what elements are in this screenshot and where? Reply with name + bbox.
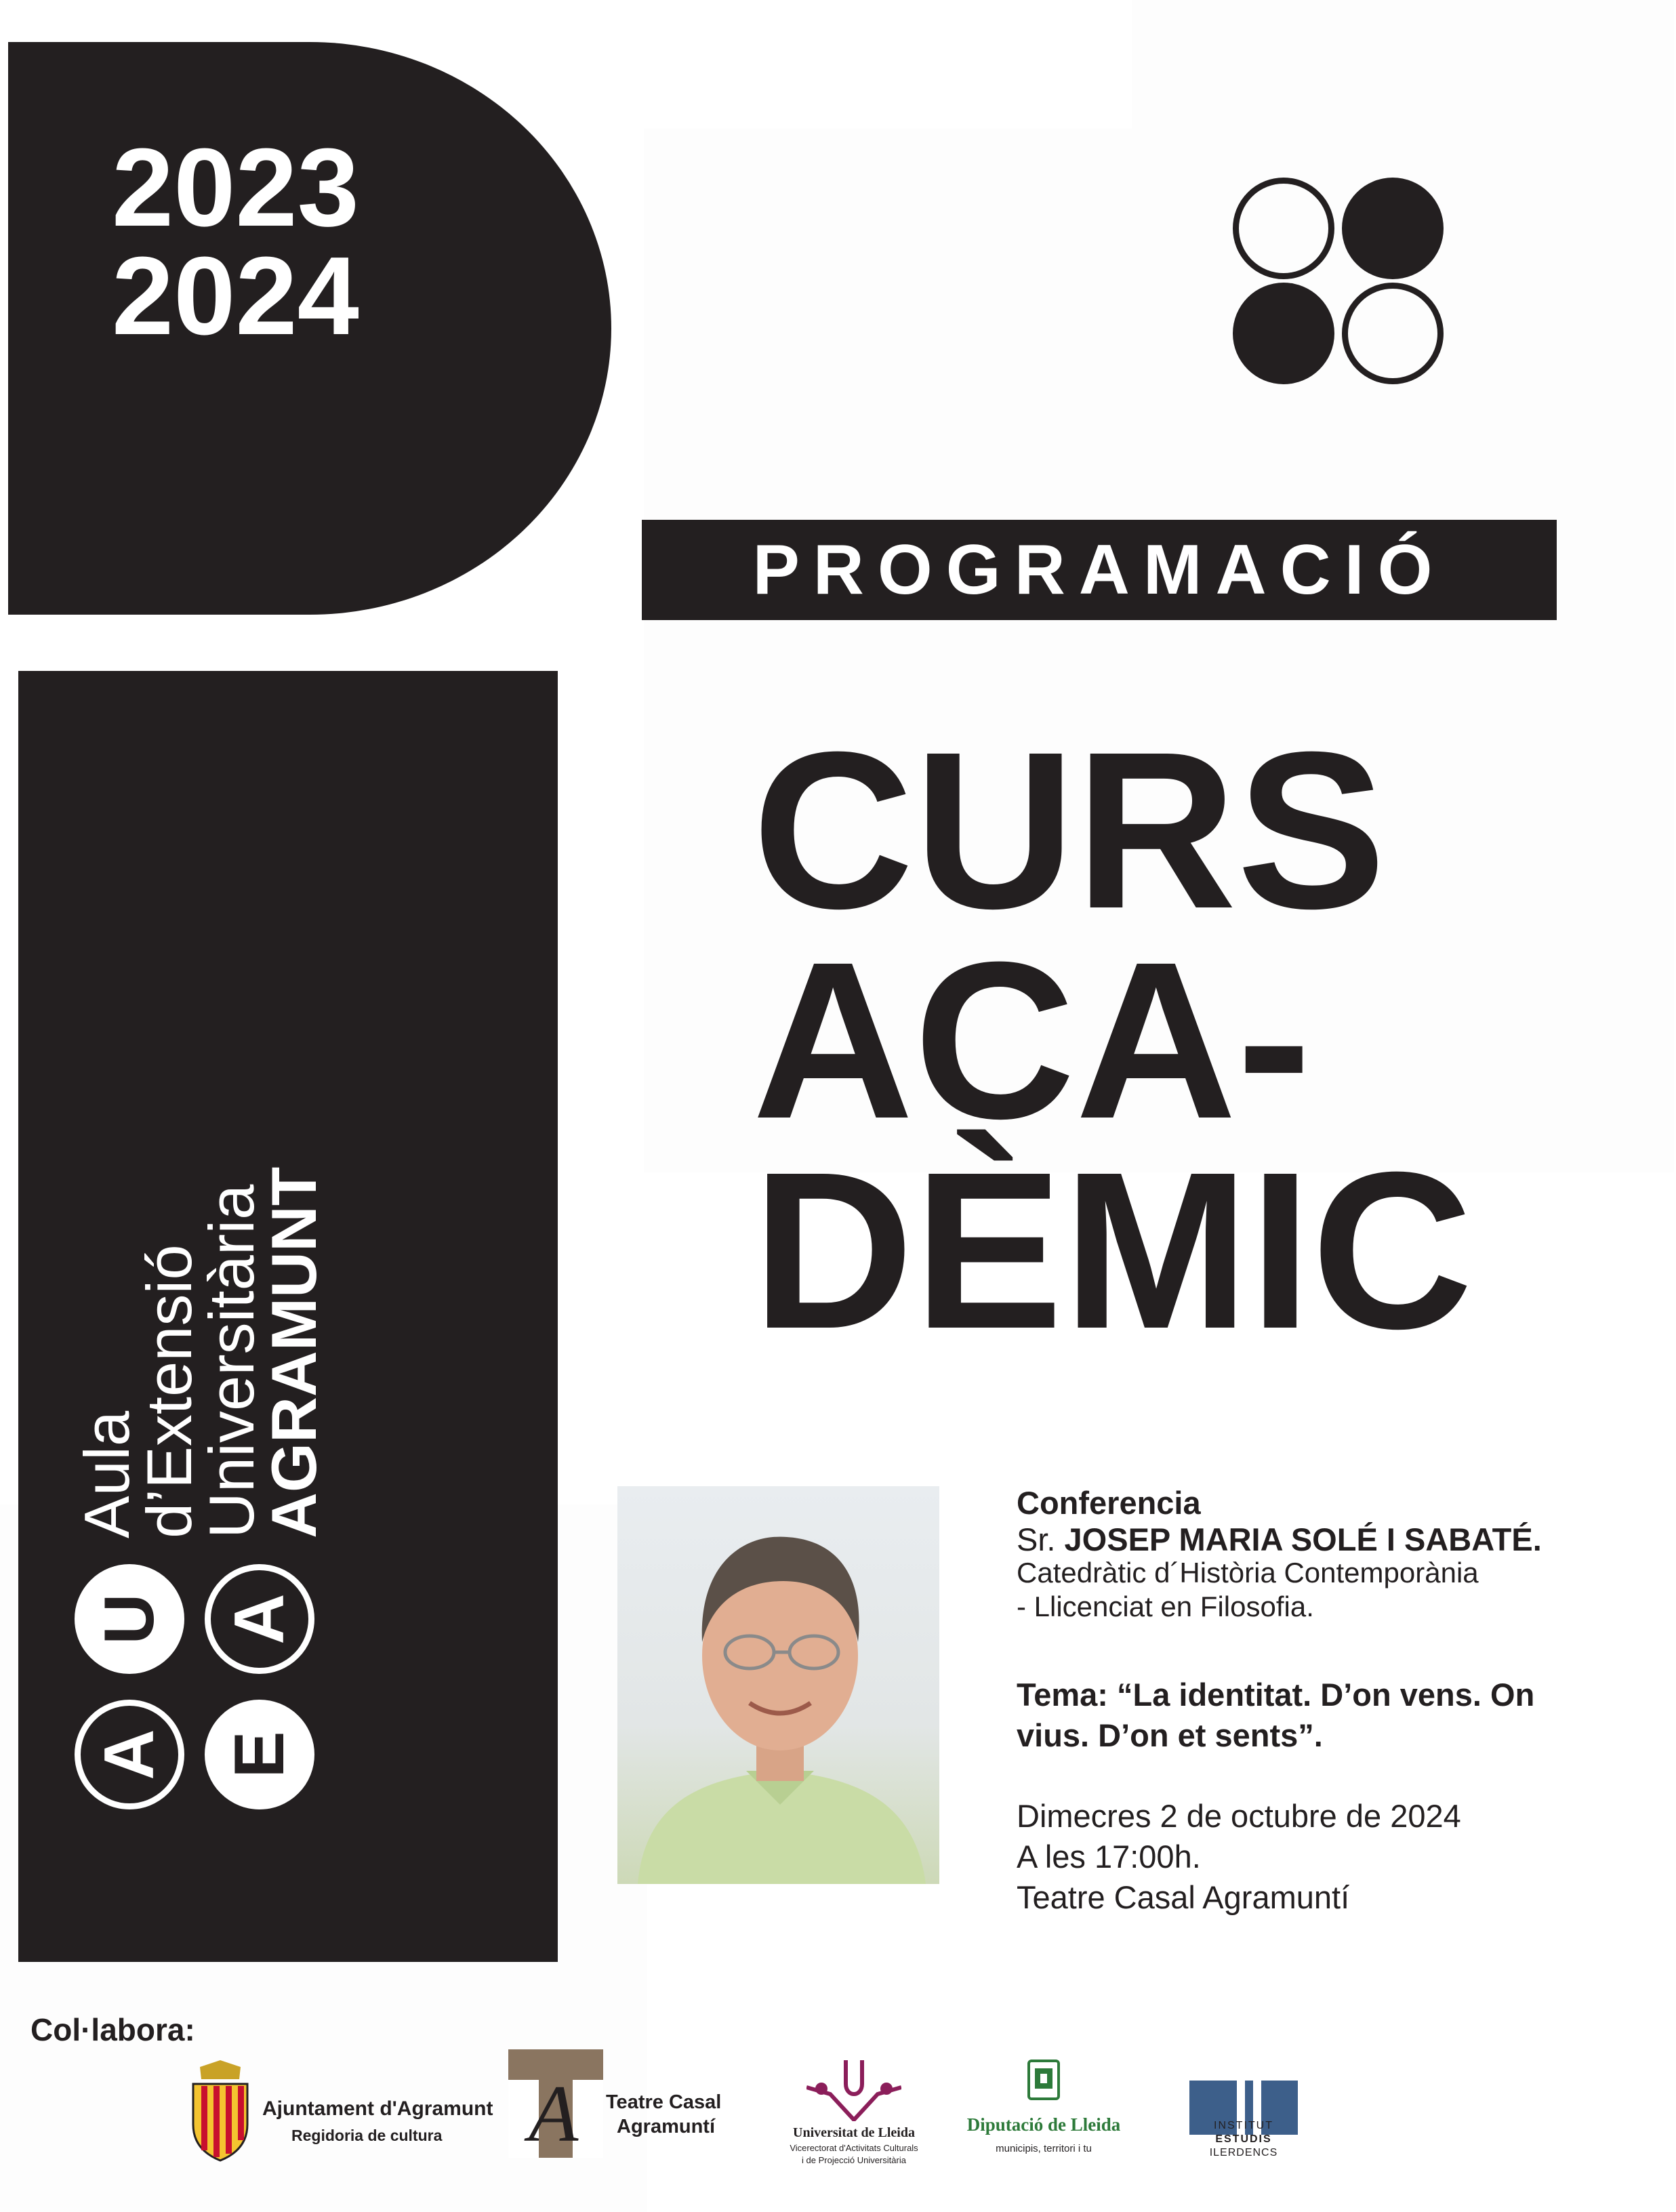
- speaker-prefix: Sr.: [1017, 1521, 1056, 1557]
- aeua-logo-letter: A: [75, 1700, 184, 1809]
- teatre-t-icon: [508, 2049, 603, 2158]
- diputacio-logo: [952, 2059, 1135, 2174]
- title-line-3: DÈMIC: [752, 1125, 1473, 1375]
- collabora-label: Col·labora:: [30, 2012, 195, 2047]
- speaker-role-1: Catedràtic d´Història Contemporània: [1017, 1557, 1479, 1589]
- institution-line-4: AGRAMUNT: [258, 1166, 329, 1538]
- diputacio-sub: municipis, territori i tu: [996, 2143, 1092, 2154]
- logo-circle-outline: [1233, 178, 1334, 279]
- diputacio-name: Diputació de Lleida: [966, 2114, 1121, 2135]
- teatre-line-2: Agramuntí: [617, 2116, 715, 2137]
- speaker-name: JOSEP MARIA SOLÉ I SABATÉ.: [1064, 1521, 1542, 1557]
- year-end: 2024: [112, 234, 359, 358]
- logo-circle-filled: [1233, 283, 1334, 384]
- aeua-logo-letter: E: [205, 1700, 314, 1809]
- iei-logo: [1189, 2081, 1298, 2169]
- logo-circle-outline: [1342, 283, 1444, 384]
- speaker-photo: [617, 1486, 939, 1884]
- teatre-line-1: Teatre Casal: [606, 2091, 722, 2113]
- topic-line-1: Tema: “La identitat. D’on vens. On: [1017, 1677, 1535, 1713]
- udl-logo: [779, 2060, 928, 2175]
- topic-line-2: vius. D’on et sents”.: [1017, 1717, 1323, 1753]
- diputacio-crest-icon: [1027, 2059, 1061, 2101]
- event-date: Dimecres 2 de octubre de 2024: [1017, 1798, 1461, 1834]
- ajuntament-logo: [186, 2060, 498, 2169]
- aeua-logo-letter: U: [75, 1564, 184, 1674]
- title-line-2: ACA-: [752, 915, 1311, 1165]
- speaker-portrait-illustration: [617, 1486, 939, 1884]
- ajuntament-sub: Regidoria de cultura: [291, 2127, 443, 2144]
- institution-line-3: Universitària: [196, 1184, 267, 1538]
- udl-sub-1: Vicerectorat d'Activitats Culturals: [790, 2143, 918, 2153]
- iei-line-2: ESTUDIS: [1215, 2133, 1272, 2145]
- udl-sub-2: i de Projecció Universitària: [802, 2155, 906, 2165]
- udl-emblem-icon: [806, 2060, 901, 2121]
- ajuntament-crest-icon: [186, 2060, 254, 2162]
- institution-line-1: Aula: [71, 1410, 142, 1538]
- institution-name: [71, 1166, 329, 1538]
- event-time: A les 17:00h.: [1017, 1839, 1201, 1875]
- institution-block: [71, 793, 454, 1809]
- four-circles-logo: [1231, 178, 1448, 381]
- udl-name: Universitat de Lleida: [793, 2125, 915, 2140]
- aeua-logo-letter: A: [205, 1564, 314, 1674]
- title-line-1: CURS: [752, 705, 1387, 955]
- event-venue: Teatre Casal Agramuntí: [1017, 1879, 1350, 1915]
- iei-line-3: ILERDENCS: [1209, 2147, 1278, 2158]
- svg-text:A: A: [529, 2068, 579, 2158]
- ajuntament-name: Ajuntament d'Agramunt: [262, 2097, 493, 2120]
- programacio-banner: PROGRAMACIÓ: [642, 520, 1557, 620]
- speaker-role-2: - Llicenciat en Filosofia.: [1017, 1591, 1314, 1622]
- logo-circle-filled: [1342, 178, 1444, 279]
- speaker-line: [1017, 1521, 1660, 1559]
- iei-line-1: INSTITUT: [1214, 2120, 1273, 2131]
- year-start: 2023: [112, 125, 359, 249]
- institution-line-2: d’Extensió: [134, 1244, 205, 1538]
- event-type: Conferencia: [1017, 1485, 1201, 1521]
- aeua-logo: [75, 1565, 319, 1809]
- teatre-casal-logo: [508, 2049, 732, 2171]
